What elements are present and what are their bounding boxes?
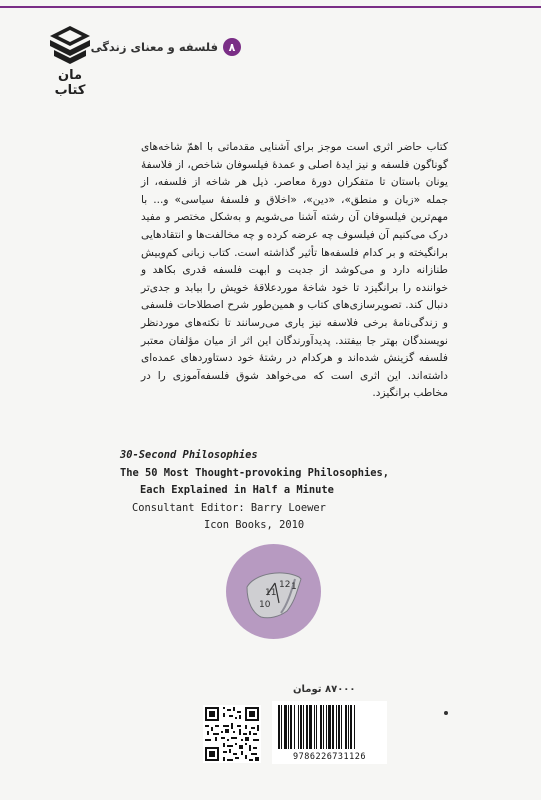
barcode-bar bbox=[332, 705, 334, 749]
clock-numeral-1: 1 bbox=[291, 582, 297, 592]
original-title: 30-Second Philosophies bbox=[120, 449, 258, 461]
consultant-editor: Consultant Editor: Barry Loewer bbox=[132, 501, 326, 514]
qr-code-icon bbox=[203, 705, 261, 763]
melting-clock-illustration bbox=[225, 543, 322, 640]
bullet-dot bbox=[444, 711, 448, 715]
series-number-badge: ۸ bbox=[223, 38, 241, 56]
original-publisher: Icon Books, 2010 bbox=[204, 519, 305, 531]
price-label: ۸۷۰۰۰ تومان bbox=[293, 684, 356, 695]
barcode-bar bbox=[350, 705, 352, 749]
barcode-bar bbox=[298, 705, 299, 749]
series-label bbox=[91, 38, 241, 56]
barcode-bar bbox=[328, 705, 331, 749]
barcode-bar bbox=[336, 705, 337, 749]
barcode-bar bbox=[316, 705, 317, 749]
isbn-number: 9786226731126 bbox=[292, 752, 367, 762]
barcode-bar bbox=[354, 705, 355, 749]
clock-icon bbox=[225, 543, 322, 640]
qr-code[interactable] bbox=[203, 705, 261, 763]
series-title: فلسفه و معنای زندگی bbox=[90, 40, 218, 54]
barcode-bar bbox=[290, 705, 292, 749]
barcode-bar bbox=[323, 705, 324, 749]
barcode-bar bbox=[320, 705, 322, 749]
clock-numeral-12: 12 bbox=[279, 580, 291, 590]
barcode-bar bbox=[345, 705, 347, 749]
publisher-logo bbox=[44, 16, 96, 106]
logo-text-top: مان bbox=[57, 68, 83, 83]
barcode-bar bbox=[300, 705, 302, 749]
barcode-bar bbox=[303, 705, 304, 749]
original-edition-info bbox=[120, 447, 520, 535]
clock-numeral-10: 10 bbox=[259, 600, 271, 610]
barcode-bar bbox=[338, 705, 340, 749]
barcode-bar bbox=[284, 705, 287, 749]
barcode-bar bbox=[309, 705, 312, 749]
clock-numeral-11: 11 bbox=[265, 588, 277, 598]
original-subtitle-line1: The 50 Most Thought-provoking Philosophies, bbox=[120, 466, 389, 479]
barcode-bar bbox=[278, 705, 280, 749]
original-subtitle-line2: Each Explained in Half a Minute bbox=[140, 484, 334, 496]
barcode-bar bbox=[281, 705, 282, 749]
barcode-bar bbox=[348, 705, 349, 749]
blurb-text bbox=[141, 139, 448, 403]
barcode-bar bbox=[294, 705, 295, 749]
blurb-paragraph: کتاب حاضر اثری است موجز برای آشنایی مقدماتی با اهمّ شاخه‌های گوناگون فلسفه و نیز ایدهٔ اصلی و عمدهٔ فیلسوفان شاخص، از فلاسفهٔ یونان باستان تا متفکران دورهٔ معاصر. ذیل هر شاخه از فلسفه، از جمله «زبان و منطق»، «دین»، «اخلاق و فلسفهٔ سیاسی» و... با مهم‌ترین فیلسوفان آن رشته آشنا می‌شویم و به‌شکل مختصر و مفید درک می‌کنیم آن فیلسوف چه عرضه کرده و چه مخالفت‌ها و انتقادهایی برانگیخته و بر کدام فلسفه‌ها تأثیر گذاشته است. کتاب زبانی کم‌وبیش طنازانه دارد و می‌کوشد از جدیت و ابهت فلسفه قدری بکاهد و خواننده را برانگیزد تا خود شاخهٔ موردعلاقهٔ خویش را بیابد و جدی‌تر دنبال کند. تصویرسازی‌های کتاب و همین‌طور شرح اصطلاحات فلسفی و زندگی‌نامهٔ برخی فلاسفه نیز یاری می‌رسانند تا نکته‌های موردنظر نویسندگان بهتر جا بیفتند. پدیدآورندگان این اثر از میان مؤلفان معتبر فلسفه گزینش شده‌اند و هرکدام در رشتهٔ خود دستاوردهای عمده‌ای داشته‌اند. این اثری است که می‌خواهد شوق فلسفه‌آموزی را در مخاطب برانگیزد. bbox=[141, 141, 448, 400]
barcode-bar bbox=[306, 705, 308, 749]
barcode-bar bbox=[326, 705, 327, 749]
barcode-bar bbox=[288, 705, 289, 749]
barcode-bar bbox=[314, 705, 315, 749]
isbn-barcode bbox=[272, 701, 387, 764]
logo-text-bottom: کتاب bbox=[54, 83, 86, 98]
accent-rule bbox=[0, 6, 541, 8]
barcode-icon bbox=[272, 701, 387, 751]
barcode-bar bbox=[341, 705, 342, 749]
book-stack-logo-icon bbox=[44, 16, 96, 68]
